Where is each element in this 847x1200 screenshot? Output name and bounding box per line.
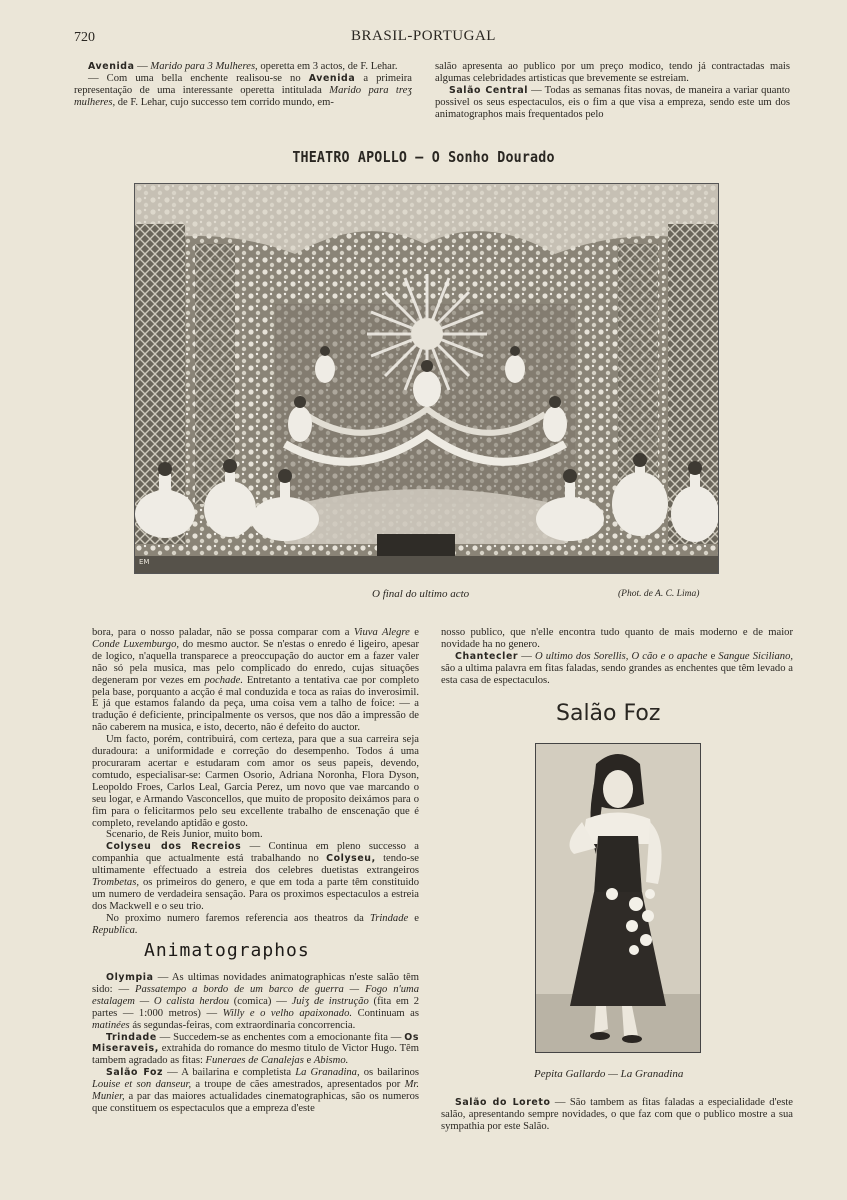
avenida-label: Avenida (88, 61, 135, 72)
loreto-paragraph: Salão do Loreto — São tambem as fitas faladas a especialidade d'este salão, apresentando sempre novidades, o que faz com que o publico mostre a sua sympathia por este Salão. (441, 1097, 793, 1132)
stage-photograph (134, 183, 719, 574)
animatographos-column: Olympia — As ultimas novidades animatographicas n'este salão têm sido: — Passatempo a bordo de um barco de guerra — Fogo n'uma estalagem — O calista herdou (comica) — Juiʒ de instrução (fita em 2 partes — 1:000 metros) — Willy e o velho apaixonado. Continuam as matinées ás segundas-feiras, com extraordinaria concorrencia. Trindade — Succedem-se as enchentes com a emocionante fita — Os Miseraveis, extrahida do romance do mesmo titulo de Victor Hugo. Têm tambem agradado as fitas: Funeraes de Canalejas e Abismo. Salão Foz — A bailarina e completista La Granadina, os bailarinos Louise et son danseur, a troupe de cães amestrados, apresentados por Mr. Munier, a par das maiores actualidades cinematographicas, são os numeros que constituem os espectaculos que a empreza d'este (92, 972, 419, 1114)
portrait-caption: Pepita Gallardo — La Granadina (534, 1068, 684, 1080)
scenario-line: Scenario, de Reis Junior, muito bom. (106, 829, 263, 841)
running-title: BRASIL-PORTUGAL (351, 28, 496, 44)
feature-title: THEATRO APOLLO — O Sonho Dourado (292, 148, 555, 166)
olympia-label: Olympia (106, 972, 154, 983)
salao-foz-label: Salão Foz (106, 1067, 164, 1079)
right-column: nosso publico, que n'elle encontra tudo quanto de mais moderno e de maior novidade ha no genero. Chantecler — O ultimo dos Sorellis, O cão e o apache e Sangue Siciliano, são a ultima palavra em fitas faladas, sendo grandes as enchentes que têm levado a esta casa de espectaculos. (441, 627, 794, 686)
cast-paragraph: Um facto, porém, contribuirá, com certeza, para que a sua carreira seja duradoura: a uniformidade e correção do desempenho. Todos á uma procuraram acertar e estudaram com amor os seus papeis, devendo, comtudo, especialisar-se: Carmen Osorio, Adriana Noronha, Flora Dyson, Leopoldo Froes, Carlos Leal, Garcia Perez, um novo que vae marcando o seu logar, e Armando Vasconcellos, que muito de proposito deixámos para o fim para o felicitarmos pelo seu excellente trabalho de enscenação que é completo, revelando aptidão e gosto. (92, 734, 419, 829)
chantecler-label: Chantecler (455, 650, 519, 662)
photo-credit: (Phot. de A. C. Lima) (618, 589, 700, 599)
photo-monogram: EM (139, 558, 150, 566)
dancer-illustration (536, 744, 700, 1052)
top-right-column: salão apresenta ao publico por um preço modico, tendo já contractadas mais algumas celebridades artisticas que brevemente se estreiam. Salão Central — Todas as semanas fitas novas, de maneira a variar quanto possivel os seus espectaculos, eis o fim a que visa a empreza, sendo este um dos animatographos mais frequentados pelo (435, 61, 790, 120)
photo-caption: O final do ultimo acto (372, 588, 470, 600)
trindade-label: Trindade (106, 1031, 157, 1043)
top-left-column: Avenida — Marido para 3 Mulheres, operetta em 3 actos, de F. Lehar. — Com uma bella enchente realisou-se no Avenida a primeira representação de uma interessante operetta intitulada Marido para treʒ mulheres, de F. Lehar, cujo successo tem corrido mundo, em- (74, 61, 413, 108)
top-right-paragraph: salão apresenta ao publico por um preço modico, tendo já contractadas mais algumas celebridades artisticas que brevemente se estreiam. (435, 61, 790, 84)
portrait-photograph (535, 743, 701, 1053)
animatographos-heading: Animatographos (144, 940, 310, 961)
salao-foz-heading: Salão Foz (556, 701, 661, 726)
salao-central-label: Salão Central (449, 84, 529, 96)
colyseu-label: Colyseu dos Recreios (106, 841, 242, 853)
left-column: bora, para o nosso paladar, não se possa comparar com a Viuva Alegre e Conde Luxemburgo, do mesmo auctor. Se n'estas o enredo é ligeiro, apesar de logico, n'aquella transparece a preoccupação do auctor em a fazer valer não só pela musica, mas pelo complicado do enredo, cujas situações degeneram por vezes em pochade. Entretanto a tentativa cae por completo pela base, porquanto a acção é mal conduzida e toca as raias do inverosimil. E já que estamos falando da peça, uma coisa vem a talho de foice: — a tradução é deficiente, principalmente os versos, que nos dão a impressão de não caberem na musica, e isto, decerto, não é defeito do auctor. Um facto, porém, contribuirá, com certeza, para que a sua carreira seja duradoura: a uniformidade e correção do desempenho. Todos á uma procuraram acertar e estudaram com amor os seus papeis, devendo, comtudo, especialisar-se: Carmen Osorio, Adriana Noronha, Flora Dyson, Leopoldo Froes, Carlos Leal, Garcia Perez, um novo que vae marcando o seu logar, e Armando Vasconcellos, que muito de proposito deixámos para o fim para o felicitarmos pelo seu excellente trabalho de enscenação que é completo, revelando aptidão e gosto. Scenario, de Reis Junior, muito bom. Colyseu dos Recreios — Continua em pleno successo a companhia que actualmente está trabalhando no Colyseu, tendo-se ultimamente effectuado a estreia dos celebres duetistas extrangeiros Trombetas, os primeiros do genero, e que em toda a parte têm constituido um numero de verdadeira sensação. Para os proximos espectaculos a estreia dos Mackwell e o seu trio. No proximo numero faremos referencia aos theatros da Trindade e Republica. (92, 627, 420, 936)
stage-illustration (135, 184, 718, 573)
right-continuation: nosso publico, que n'elle encontra tudo quanto de mais moderno e de maior novidade ha no genero. (441, 627, 793, 650)
salao-loreto-label: Salão do Loreto (455, 1097, 551, 1108)
page-number: 720 (74, 30, 95, 45)
